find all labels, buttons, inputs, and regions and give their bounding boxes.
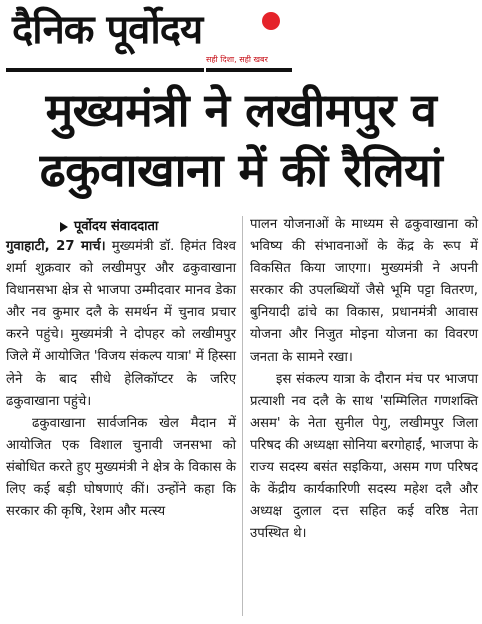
headline-line-1: मुख्यमंत्री ने लखीमपुर व — [45, 83, 437, 137]
dateline: गुवाहाटी, 27 मार्च। — [6, 239, 106, 254]
article-paragraph-3: इस संकल्प यात्रा के दौरान मंच पर भाजपा प्रत्याशी नव दलै के साथ 'सम्मिलित गणशक्ति असम' के नेता सुनील पेगु, लखीमपुर जिला परिषद की अध्यक्षा सोनिया बरगोहाईं, भाजपा के राज्य सदस्य बसंत सइकिया, असम गण परिषद के केंद्रीय कार्यकारिणी सदस्य महेश दलै और अध्यक्ष दुलाल दत्त सहित कई वरिष्ठ नेता उपस्थित थे। — [250, 371, 478, 542]
article-paragraph-2: ढकुवाखाना सार्वजनिक खेल मैदान में आयोजित एक विशाल चुनावी जनसभा को संबोधित करते हुए मुख्यमंत्री ने क्षेत्र के विकास के लिए कई बड़ी घोषणाएं कीं। उन्होंने कहा कि सरकार की कृषि, रेशम और मत्स्य — [6, 415, 236, 520]
masthead-rule-right — [206, 68, 292, 72]
byline-text: पूर्वोदय संवाददाता — [74, 219, 159, 234]
paragraph-1-text: मुख्यमंत्री डॉ. हिमंत विश्व शर्मा शुक्रवार को लखीमपुर और ढकुवाखाना विधानसभा क्षेत्र से भाजपा उम्मीदवार मानव डेका और नव कुमार दलै के समर्थन में चुनाव प्रचार करने पहुंचे। मुख्यमंत्री ने दोपहर को लखीमपुर जिले में आयोजित 'विजय संकल्प यात्रा' में हिस्सा लेने के बाद सीधे हेलिकॉप्टर के जरिए ढकुवाखाना पहुंचे। — [6, 239, 236, 409]
masthead — [6, 4, 296, 72]
article-column-left — [6, 236, 236, 523]
column-divider — [242, 216, 243, 616]
article-paragraph-2-continued: पालन योजनाओं के माध्यम से ढकुवाखाना को भविष्य की संभावनाओं के केंद्र के रूप में विकसित किया जाएगा। मुख्यमंत्री ने अपनी सरकार की उपलब्धियों जैसे भूमि पट्टा वितरण, बुनियादी ढांचे का विकास, प्रधानमंत्री आवास योजना और निजुत मोइना योजना का विवरण जनता के सामने रखा। — [250, 217, 478, 365]
newspaper-logo: दैनिक पूर्वोदय — [12, 7, 203, 53]
article-column-right — [250, 214, 478, 545]
byline — [60, 216, 158, 234]
byline-arrow-icon — [60, 222, 68, 232]
headline — [0, 80, 482, 200]
headline-line-2: ढकुवाखाना में कीं रैलियां — [39, 143, 443, 197]
article-paragraph-1 — [6, 236, 236, 413]
logo-tagline: सही दिशा, सही खबर — [206, 55, 268, 64]
masthead-rule — [6, 68, 204, 72]
logo-sun-icon — [262, 12, 280, 30]
